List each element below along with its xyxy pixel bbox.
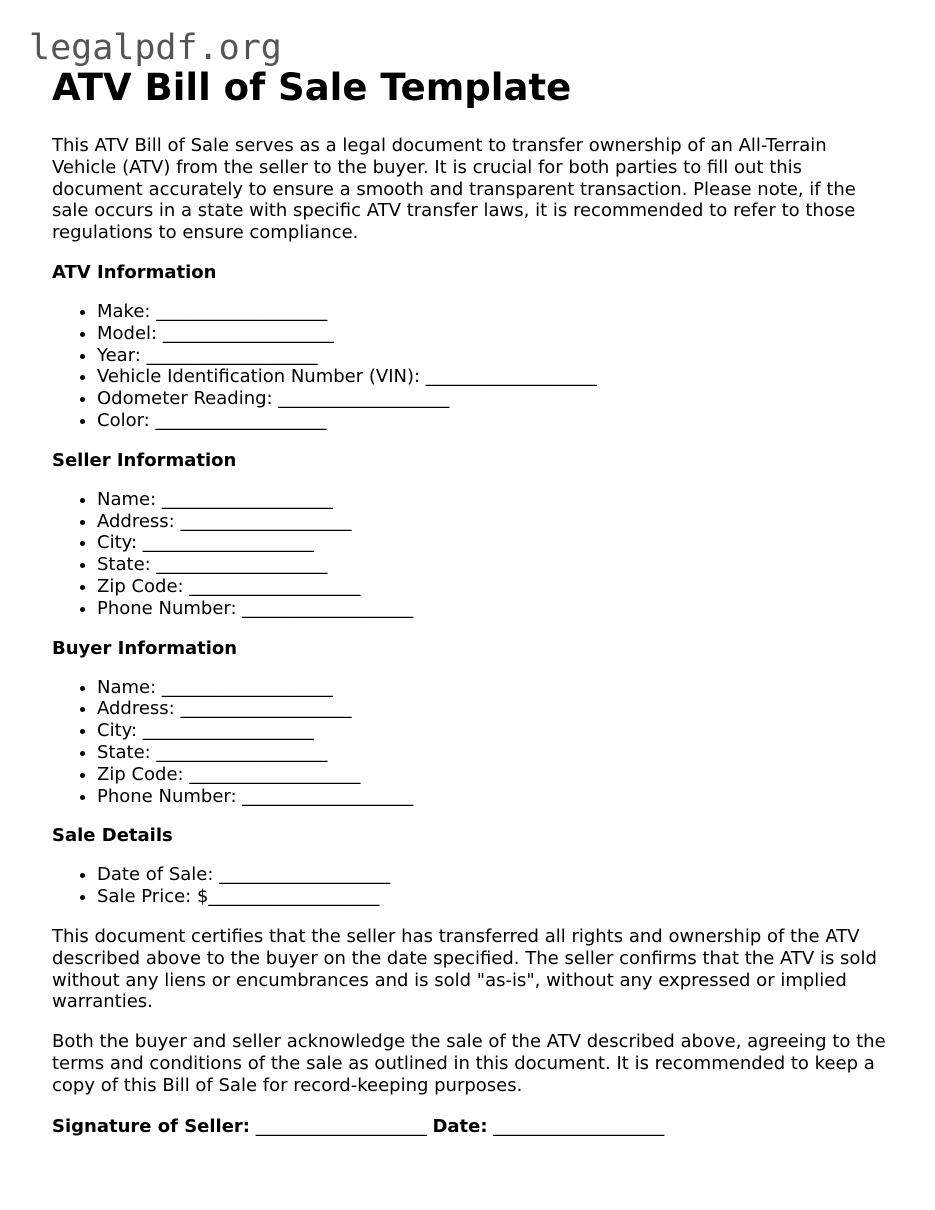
buyer-info-list (52, 677, 892, 808)
seller-address-field: • Address: ___________________ (97, 511, 892, 533)
atv-model-field: • Model: ___________________ (97, 323, 892, 345)
buyer-state-field: • State: ___________________ (97, 742, 892, 764)
seller-city-field: • City: ___________________ (97, 532, 892, 554)
intro-paragraph: This ATV Bill of Sale serves as a legal document to transfer ownership of an All-Terrain Vehicle (ATV) from the seller to the buyer. It is crucial for both parties to fill out this document accurately to ensure a smooth and transparent transaction. Please note, if the sale occurs in a state with specific ATV transfer laws, it is recommended to refer to those regulations to ensure compliance. (52, 135, 856, 244)
seller-signature-blank: ___________________ (250, 1115, 433, 1137)
sale-details-list (52, 864, 892, 908)
buyer-name-field: • Name: ___________________ (97, 677, 892, 699)
atv-vin-field: • Vehicle Identification Number (VIN): ___________________ (97, 366, 892, 388)
signature-date-label: Date: (432, 1115, 488, 1137)
sale-details-heading: Sale Details (52, 825, 173, 847)
buyer-city-field: • City: ___________________ (97, 720, 892, 742)
seller-zip-field: • Zip Code: ___________________ (97, 576, 892, 598)
seller-state-field: • State: ___________________ (97, 554, 892, 576)
signature-line (52, 1116, 892, 1138)
seller-name-field: • Name: ___________________ (97, 489, 892, 511)
atv-info-list (52, 301, 892, 432)
buyer-info-heading: Buyer Information (52, 637, 238, 659)
atv-make-field: • Make: ___________________ (97, 301, 892, 323)
buyer-phone-field: • Phone Number: ___________________ (97, 786, 892, 808)
acknowledgement-paragraph: Both the buyer and seller acknowledge the sale of the ATV described above, agreeing to the terms and conditions of the sale as outlined in this document. It is recommended to keep a copy of this Bill of Sale for record-keeping purposes. (52, 1031, 886, 1096)
buyer-zip-field: • Zip Code: ___________________ (97, 764, 892, 786)
signature-date-blank: ___________________ (487, 1115, 665, 1137)
atv-info-heading: ATV Information (52, 261, 217, 283)
atv-year-field: • Year: ___________________ (97, 345, 892, 367)
seller-signature-label: Signature of Seller: (52, 1115, 251, 1137)
seller-info-heading: Seller Information (52, 449, 237, 471)
seller-phone-field: • Phone Number: ___________________ (97, 598, 892, 620)
sale-price-field: • Sale Price: $___________________ (97, 886, 892, 908)
sale-date-field: • Date of Sale: ___________________ (97, 864, 892, 886)
atv-odometer-field: • Odometer Reading: ___________________ (97, 388, 892, 410)
atv-color-field: • Color: ___________________ (97, 410, 892, 432)
document-body (52, 66, 892, 1138)
watermark-logo: legalpdf.org (29, 28, 282, 68)
seller-info-list (52, 489, 892, 620)
certification-paragraph: This document certifies that the seller has transferred all rights and ownership of the ATV described above to the buyer on the date specified. The seller confirms that the ATV is sold without any liens or encumbrances and is sold "as-is", without any expressed or implied warranties. (52, 925, 877, 1013)
buyer-address-field: • Address: ___________________ (97, 698, 892, 720)
document-title: ATV Bill of Sale Template (52, 66, 572, 109)
